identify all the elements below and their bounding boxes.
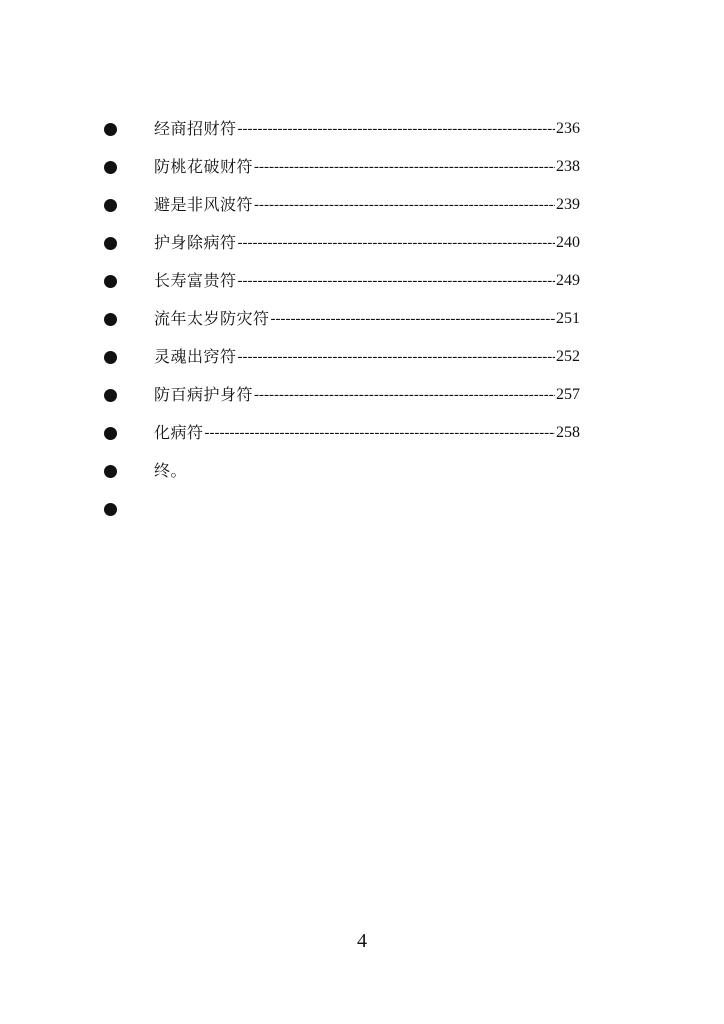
bullet-icon xyxy=(104,237,117,250)
toc-entry[interactable] xyxy=(154,376,580,414)
dot-leader xyxy=(254,160,555,175)
bullet-icon xyxy=(104,275,117,288)
bullet-icon xyxy=(104,123,117,136)
toc-entry[interactable] xyxy=(154,262,580,300)
toc-entry-title: 经商招财符 xyxy=(154,119,237,138)
toc-entry[interactable] xyxy=(154,414,580,452)
toc-row xyxy=(100,300,580,338)
toc-entry-page: 251 xyxy=(556,310,580,327)
toc-entry-title: 灵魂出窍符 xyxy=(154,347,237,366)
bullet-icon xyxy=(104,389,117,402)
toc-entry-page: 236 xyxy=(556,120,580,137)
page-number: 4 xyxy=(357,930,367,952)
toc-row xyxy=(100,148,580,186)
toc-entry-title: 化病符 xyxy=(154,423,204,442)
dot-leader xyxy=(238,274,555,289)
toc-end-text: 终。 xyxy=(154,461,188,480)
toc-row xyxy=(100,186,580,224)
bullet-icon xyxy=(104,199,117,212)
toc-end-entry xyxy=(154,452,580,490)
toc-row xyxy=(100,262,580,300)
dot-leader xyxy=(254,388,555,403)
bullet-icon xyxy=(104,161,117,174)
toc-row xyxy=(100,224,580,262)
dot-leader xyxy=(271,312,555,327)
toc-entry[interactable] xyxy=(154,300,580,338)
toc-entry-page: 240 xyxy=(556,234,580,251)
toc-row xyxy=(100,376,580,414)
toc-row xyxy=(100,338,580,376)
dot-leader xyxy=(254,198,555,213)
toc-entry-title: 护身除病符 xyxy=(154,233,237,252)
toc-entry-page: 238 xyxy=(556,158,580,175)
toc-entry[interactable] xyxy=(154,110,580,148)
toc-row-empty xyxy=(100,490,580,528)
toc-entry-title: 防桃花破财符 xyxy=(154,157,254,176)
bullet-icon xyxy=(104,503,117,516)
toc-entry-page: 258 xyxy=(556,424,580,441)
toc-row-end xyxy=(100,452,580,490)
toc-entry-page: 252 xyxy=(556,348,580,365)
bullet-icon xyxy=(104,313,117,326)
dot-leader xyxy=(238,236,555,251)
toc-entry[interactable] xyxy=(154,186,580,224)
toc-entry[interactable] xyxy=(154,338,580,376)
toc-entry-title: 流年太岁防灾符 xyxy=(154,309,270,328)
dot-leader xyxy=(238,350,555,365)
toc-entry-page: 249 xyxy=(556,272,580,289)
toc-entry-page: 239 xyxy=(556,196,580,213)
toc-entry-page: 257 xyxy=(556,386,580,403)
toc-entry-title: 防百病护身符 xyxy=(154,385,254,404)
table-of-contents xyxy=(100,110,580,528)
dot-leader xyxy=(205,426,555,441)
bullet-icon xyxy=(104,465,117,478)
bullet-icon xyxy=(104,351,117,364)
toc-entry[interactable] xyxy=(154,148,580,186)
dot-leader xyxy=(238,122,555,137)
toc-entry[interactable] xyxy=(154,224,580,262)
bullet-icon xyxy=(104,427,117,440)
toc-row xyxy=(100,110,580,148)
toc-entry-title: 长寿富贵符 xyxy=(154,271,237,290)
toc-entry-title: 避是非风波符 xyxy=(154,195,254,214)
toc-row xyxy=(100,414,580,452)
